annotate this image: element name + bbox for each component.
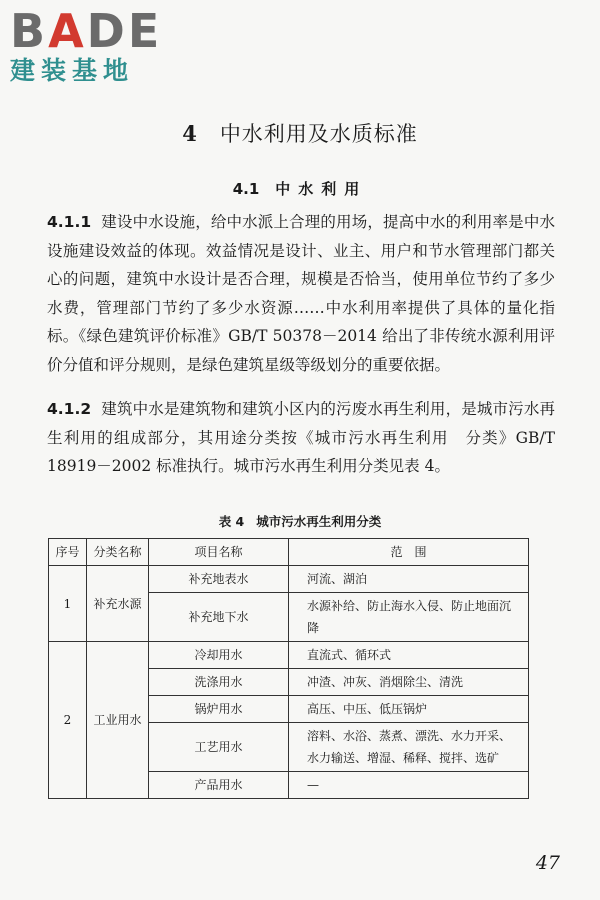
item-cell: 产品用水 <box>149 772 289 799</box>
logo-subtitle: 建装基地 <box>10 56 135 85</box>
section-title-text: 中水利用 <box>275 180 368 198</box>
paragraph-4-1-1 <box>47 208 555 379</box>
table-row <box>49 566 529 593</box>
scope-cell: 冲渣、冲灰、消烟除尘、清洗 <box>289 669 529 696</box>
scope-cell: 直流式、循环式 <box>289 642 529 669</box>
item-cell: 冷却用水 <box>149 642 289 669</box>
section-title <box>0 178 600 199</box>
scope-cell: 河流、湖泊 <box>289 566 529 593</box>
header-category: 分类名称 <box>87 539 149 566</box>
header-item: 项目名称 <box>149 539 289 566</box>
seq-cell: 2 <box>49 642 87 799</box>
category-cell: 补充水源 <box>87 566 149 642</box>
table-caption-number: 表 4 <box>218 514 245 529</box>
header-scope: 范 围 <box>289 539 529 566</box>
classification-table <box>48 538 529 799</box>
item-cell: 补充地表水 <box>149 566 289 593</box>
paragraph-text: 建筑中水是建筑物和建筑小区内的污废水再生利用，是城市污水再生利用的组成部分，其用途分类按《城市污水再生利用 分类》GB/T 18919－2002 标准执行。城市污水再生利用分类见表 4。 <box>47 400 555 475</box>
seq-cell: 1 <box>49 566 87 642</box>
table-row <box>49 642 529 669</box>
chapter-number: 4 <box>182 121 198 146</box>
scope-cell: — <box>289 772 529 799</box>
table-caption <box>0 512 600 530</box>
scope-cell: 溶料、水浴、蒸煮、漂洗、水力开采、水力输送、增湿、稀释、搅拌、选矿 <box>289 723 529 772</box>
table-header-row <box>49 539 529 566</box>
logo <box>10 6 190 86</box>
chapter-title <box>0 118 600 148</box>
clause-number: 4.1.1 <box>47 213 92 231</box>
header-seq: 序号 <box>49 539 87 566</box>
item-cell: 补充地下水 <box>149 593 289 642</box>
page-number: 47 <box>535 852 560 874</box>
table-caption-title: 城市污水再生利用分类 <box>256 514 382 529</box>
section-number: 4.1 <box>232 180 260 198</box>
scope-cell: 高压、中压、低压锅炉 <box>289 696 529 723</box>
paragraph-text: 建设中水设施，给中水派上合理的用场，提高中水的利用率是中水设施建设效益的体现。效益情况是设计、业主、用户和节水管理部门都关心的问题，建筑中水设计是否合理，规模是否恰当，使用单位节约了多少水费，管理部门节约了多少水资源……中水利用率提供了具体的量化指标。《绿色建筑评价标准》GB/T 50378－2014 给出了非传统水源利用评价分值和评分规则，是绿色建筑星级等级划分的重要依据。 <box>47 213 555 374</box>
clause-number: 4.1.2 <box>47 400 92 418</box>
item-cell: 工艺用水 <box>149 723 289 772</box>
paragraph-4-1-2 <box>47 395 555 481</box>
logo-wordmark: BADE <box>10 4 163 58</box>
scope-cell: 水源补给、防止海水入侵、防止地面沉降 <box>289 593 529 642</box>
chapter-title-text: 中水利用及水质标准 <box>219 122 418 146</box>
category-cell: 工业用水 <box>87 642 149 799</box>
item-cell: 洗涤用水 <box>149 669 289 696</box>
item-cell: 锅炉用水 <box>149 696 289 723</box>
